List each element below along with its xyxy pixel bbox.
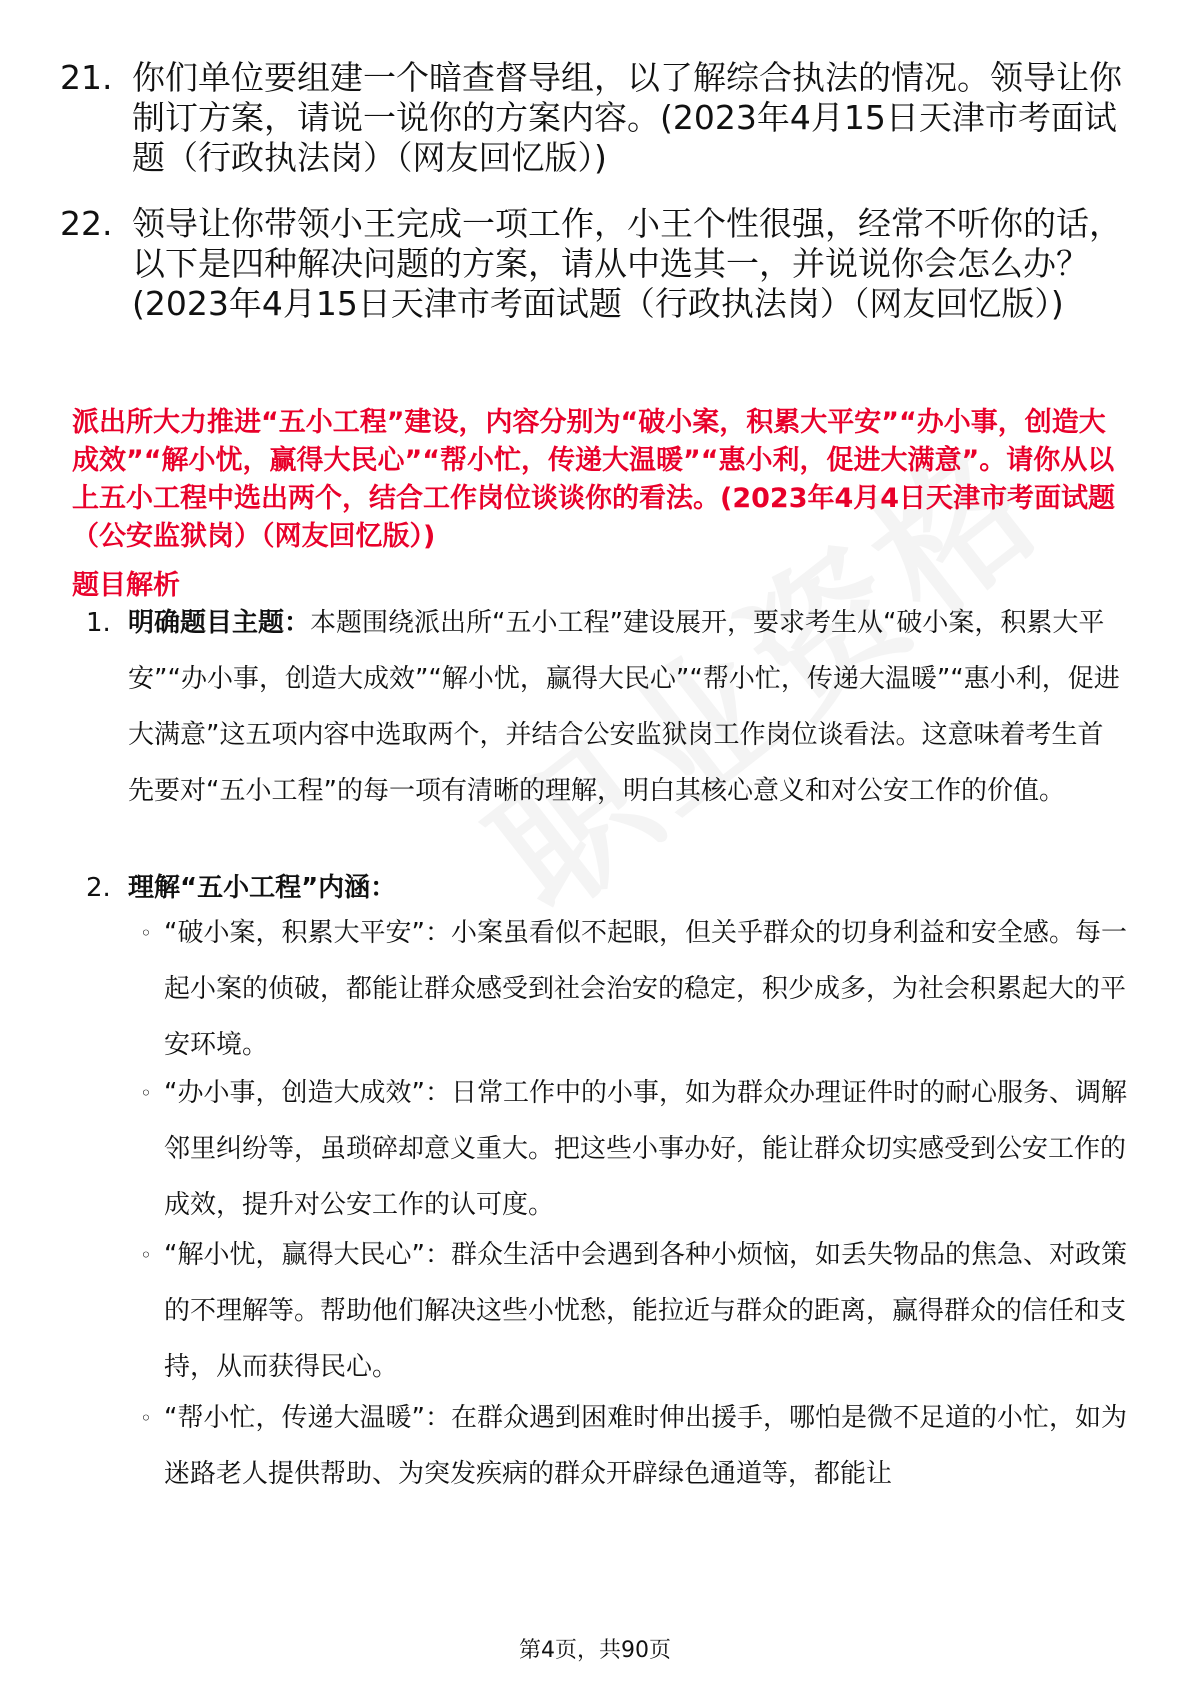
question-21 xyxy=(60,58,1130,178)
sub-item-text: “破小案，积累大平安”：小案虽看似不起眼，但关乎群众的切身利益和安全感。每一起小案的侦破，都能让群众感受到社会治安的稳定，积少成多，为社会积累起大的平安环境。 xyxy=(164,918,1127,1060)
bullet-icon: ◦ xyxy=(140,921,152,945)
sub-item-ban-xiao-shi xyxy=(140,1065,1130,1233)
analysis-item-heading: 明确题目主题： xyxy=(128,608,311,638)
page-footer: 第4页，共90页 xyxy=(519,1638,671,1663)
question-number: 21. xyxy=(60,58,113,97)
question-text: 领导让你带领小王完成一项工作，小王个性很强，经常不听你的话，以下是四种解决问题的方案，请从中选其一，并说说你会怎么办？(2023年4月15日天津市考面试题（行政执法岗）（网友回忆版）) xyxy=(132,204,1122,323)
sub-item-po-xiao-an xyxy=(140,905,1130,1073)
analysis-item-heading: 理解“五小工程”内涵： xyxy=(128,873,397,903)
sub-item-bang-xiao-mang xyxy=(140,1390,1130,1502)
sub-item-text: “解小忧，赢得大民心”：群众生活中会遇到各种小烦恼，如丢失物品的焦急、对政策的不理解等。帮助他们解决这些小忧愁，能拉近与群众的距离，赢得群众的信任和支持，从而获得民心。 xyxy=(164,1240,1127,1382)
question-text: 你们单位要组建一个暗查督导组，以了解综合执法的情况。领导让你制订方案，请说一说你的方案内容。(2023年4月15日天津市考面试题（行政执法岗）（网友回忆版）) xyxy=(132,58,1122,177)
analysis-item-text: 本题围绕派出所“五小工程”建设展开，要求考生从“破小案，积累大平安”“办小事，创造大成效”“解小忧，赢得大民心”“帮小忙，传递大温暖”“惠小利，促进大满意”这五项内容中选取两个，并结合公安监狱岗工作岗位谈看法。这意味着考生首先要对“五小工程”的每一项有清晰的理解，明白其核心意义和对公安工作的价值。 xyxy=(128,608,1120,806)
bullet-icon: ◦ xyxy=(140,1243,152,1267)
question-22 xyxy=(60,204,1130,324)
question-number: 22. xyxy=(60,204,113,243)
analysis-item-number: 1. xyxy=(86,608,111,638)
analysis-title: 题目解析 xyxy=(72,570,180,601)
analysis-item-body xyxy=(128,595,1126,819)
bullet-icon: ◦ xyxy=(140,1406,152,1430)
analysis-item-number: 2. xyxy=(86,873,111,903)
highlight-question: 派出所大力推进“五小工程”建设，内容分别为“破小案，积累大平安”“办小事，创造大成效”“解小忧，赢得大民心”“帮小忙，传递大温暖”“惠小利，促进大满意”。请你从以上五小工程中选出两个，结合工作岗位谈谈你的看法。(2023年4月4日天津市考面试题（公安监狱岗）（网友回忆版）) xyxy=(72,407,1116,552)
bullet-icon: ◦ xyxy=(140,1081,152,1105)
sub-item-text: “办小事，创造大成效”：日常工作中的小事，如为群众办理证件时的耐心服务、调解邻里纠纷等，虽琐碎却意义重大。把这些小事办好，能让群众切实感受到公安工作的成效，提升对公安工作的认可度。 xyxy=(164,1078,1127,1220)
analysis-item-1 xyxy=(86,595,1126,819)
sub-item-jie-xiao-you xyxy=(140,1227,1130,1395)
sub-item-text: “帮小忙，传递大温暖”：在群众遇到困难时伸出援手，哪怕是微不足道的小忙，如为迷路老人提供帮助、为突发疾病的群众开辟绿色通道等，都能让 xyxy=(164,1403,1127,1489)
